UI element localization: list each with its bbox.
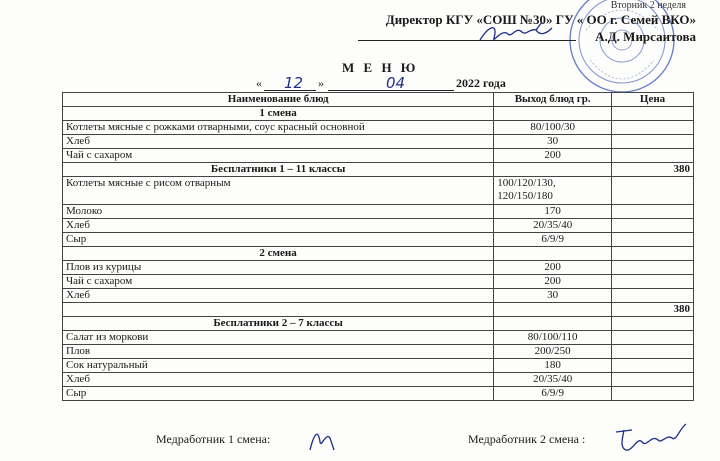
day-value: 12 bbox=[284, 74, 304, 92]
table-row bbox=[63, 275, 694, 289]
col-header-name: Наименование блюд bbox=[63, 93, 494, 107]
col-header-output: Выход блюд гр. bbox=[494, 93, 612, 107]
table-row bbox=[63, 345, 694, 359]
dish-output: 180 bbox=[494, 359, 612, 373]
dish-output: 80/100/110 bbox=[494, 331, 612, 345]
dish-name: Хлеб bbox=[63, 289, 494, 303]
dish-output-line: 100/120/130, bbox=[497, 177, 556, 189]
menu-table bbox=[62, 92, 694, 401]
table-header-row bbox=[63, 93, 694, 107]
medic1-signature-icon bbox=[304, 424, 340, 454]
dish-name: Молоко bbox=[63, 205, 494, 219]
year-text: 2022 года bbox=[456, 76, 506, 90]
dish-output bbox=[494, 177, 612, 205]
dish-name: Хлеб bbox=[63, 373, 494, 387]
dish-output: 170 bbox=[494, 205, 612, 219]
table-row bbox=[63, 359, 694, 373]
table-row bbox=[63, 177, 694, 205]
col-header-price: Цена bbox=[612, 93, 694, 107]
dish-output: 80/100/30 bbox=[494, 121, 612, 135]
table-row bbox=[63, 261, 694, 275]
quote-close: » bbox=[318, 76, 324, 90]
director-name: А.Д. Мирсаитова bbox=[595, 29, 696, 44]
dish-name: Сыр bbox=[63, 387, 494, 401]
dish-output: 30 bbox=[494, 135, 612, 149]
director-title: Директор КГУ «СОШ №30» ГУ « ОО г. Семей ВКО» bbox=[385, 12, 696, 27]
section-free1 bbox=[63, 163, 694, 177]
dish-name: Чай с сахаром bbox=[63, 149, 494, 163]
table-row bbox=[63, 205, 694, 219]
dish-output-line: 120/150/180 bbox=[497, 190, 553, 202]
dish-output: 20/35/40 bbox=[494, 219, 612, 233]
table-row bbox=[63, 289, 694, 303]
menu-title: М Е Н Ю bbox=[342, 60, 419, 75]
table-row bbox=[63, 219, 694, 233]
dish-output: 6/9/9 bbox=[494, 387, 612, 401]
dish-name: Плов из курицы bbox=[63, 261, 494, 275]
dish-output: 200 bbox=[494, 261, 612, 275]
section-shift1 bbox=[63, 107, 694, 121]
dish-output: 200/250 bbox=[494, 345, 612, 359]
dish-name: Котлеты мясные с рожками отварными, соус красный основной bbox=[63, 121, 494, 135]
dish-name: Котлеты мясные с рисом отварным bbox=[63, 177, 494, 205]
table-row bbox=[63, 331, 694, 345]
quote-open: « bbox=[256, 76, 262, 90]
dish-name: Плов bbox=[63, 345, 494, 359]
section-price: 380 bbox=[612, 303, 694, 317]
section-label: Бесплатники 2 – 7 классы bbox=[63, 317, 494, 331]
medic-shift2-label: Медработник 2 смена : bbox=[468, 432, 586, 446]
dish-output: 200 bbox=[494, 275, 612, 289]
dish-output: 20/35/40 bbox=[494, 373, 612, 387]
dish-name: Сыр bbox=[63, 233, 494, 247]
medic2-signature-icon bbox=[612, 418, 692, 458]
table-row bbox=[63, 149, 694, 163]
corner-note: Вторник 2 неделя bbox=[610, 0, 686, 11]
date-line bbox=[256, 76, 556, 92]
dish-output: 30 bbox=[494, 289, 612, 303]
dish-name: Салат из моркови bbox=[63, 331, 494, 345]
dish-output: 6/9/9 bbox=[494, 233, 612, 247]
table-row bbox=[63, 373, 694, 387]
table-row bbox=[63, 135, 694, 149]
section-label: Бесплатники 1 – 11 классы bbox=[63, 163, 494, 177]
price-row bbox=[63, 303, 694, 317]
section-label: 2 смена bbox=[63, 247, 494, 261]
section-free2 bbox=[63, 317, 694, 331]
section-shift2 bbox=[63, 247, 694, 261]
section-price: 380 bbox=[612, 163, 694, 177]
dish-name: Сок натуральный bbox=[63, 359, 494, 373]
dish-name: Хлеб bbox=[63, 135, 494, 149]
section-label: 1 смена bbox=[63, 107, 494, 121]
table-row bbox=[63, 387, 694, 401]
dish-name: Хлеб bbox=[63, 219, 494, 233]
medic-shift1-label: Медработник 1 смена: bbox=[156, 432, 271, 446]
dish-name: Чай с сахаром bbox=[63, 275, 494, 289]
director-signature-icon bbox=[476, 18, 556, 48]
table-row bbox=[63, 233, 694, 247]
dish-output: 200 bbox=[494, 149, 612, 163]
month-value: 04 bbox=[386, 74, 406, 92]
table-row bbox=[63, 121, 694, 135]
